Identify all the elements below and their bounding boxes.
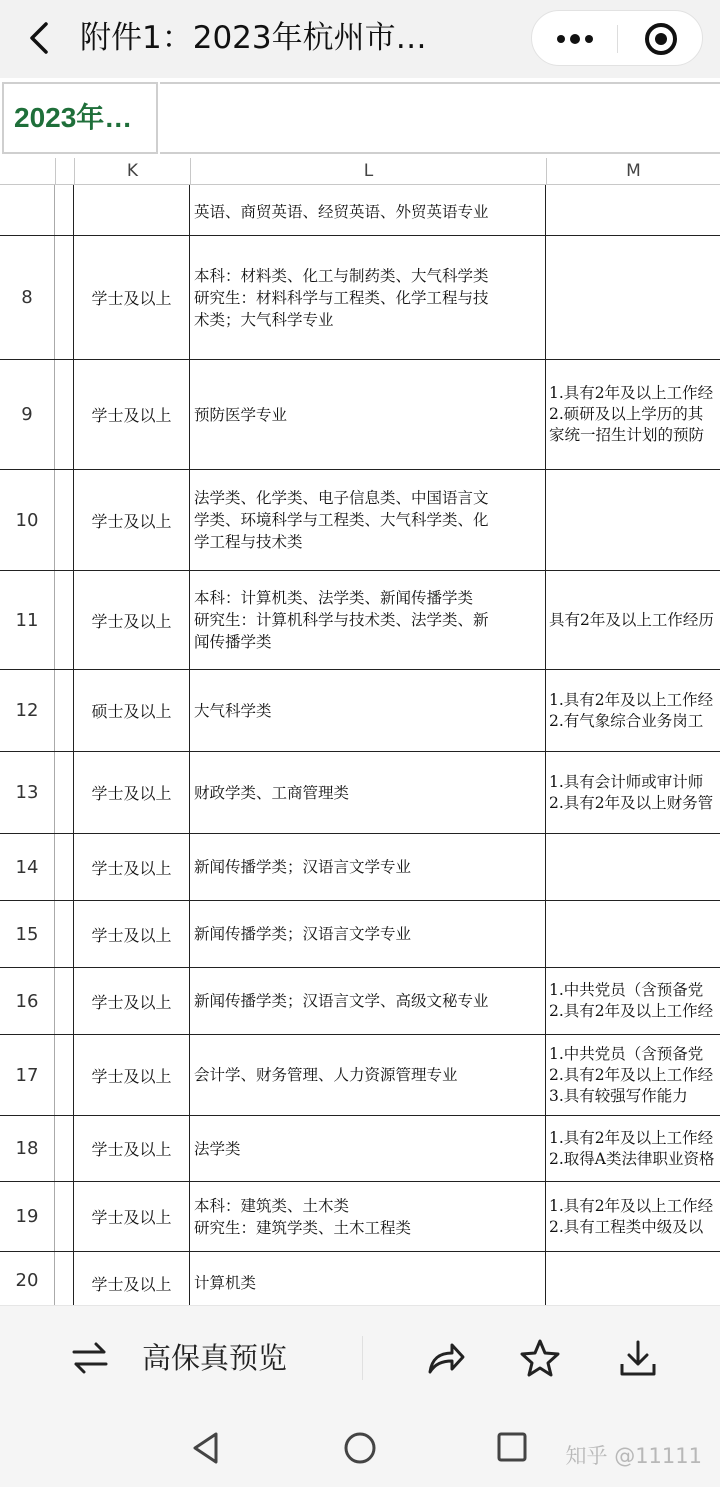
square-recents-icon <box>496 1431 528 1463</box>
spreadsheet-grid[interactable] <box>0 184 720 1305</box>
column-header-j[interactable] <box>55 158 74 184</box>
row-number: 9 <box>0 360 55 469</box>
mini-program-capsule <box>531 10 703 66</box>
download-button[interactable] <box>618 1338 658 1382</box>
cell-requirement[interactable] <box>546 834 720 900</box>
table-row <box>0 184 720 236</box>
cell-j[interactable] <box>55 360 74 469</box>
sheet-tab[interactable]: 2023年… <box>2 82 158 154</box>
bottom-toolbar <box>0 1305 720 1410</box>
row-number: 10 <box>0 470 55 570</box>
cell-degree[interactable]: 学士及以上 <box>74 1116 190 1181</box>
cell-requirement[interactable]: 1.具有会计师或审计师 2.具有2年及以上财务管 <box>549 772 714 812</box>
cell-degree[interactable]: 学士及以上 <box>74 470 190 570</box>
favorite-button[interactable] <box>520 1338 560 1382</box>
toolbar-divider <box>362 1336 363 1380</box>
cell-degree[interactable]: 学士及以上 <box>74 834 190 900</box>
cell-degree[interactable]: 硕士及以上 <box>74 670 190 751</box>
cell-requirement[interactable]: 1.中共党员（含预备党 2.具有2年及以上工作经 3.具有较强写作能力 <box>549 1044 714 1105</box>
cell-requirement[interactable]: 1.具有2年及以上工作经 2.硕研及以上学历的其 家统一招生计划的预防 <box>549 384 714 444</box>
table-row <box>0 901 720 968</box>
cell-major[interactable]: 财政学类、工商管理类 <box>190 752 546 833</box>
row-number: 19 <box>0 1182 55 1251</box>
cell-j[interactable] <box>55 834 74 900</box>
cell-requirement[interactable]: 具有2年及以上工作经历 <box>549 610 714 629</box>
nav-home-button[interactable] <box>343 1431 377 1469</box>
table-row <box>0 752 720 834</box>
row-number: 15 <box>0 901 55 967</box>
row-number: 12 <box>0 670 55 751</box>
circle-home-icon <box>343 1431 377 1465</box>
table-row <box>0 968 720 1035</box>
cell-j[interactable] <box>55 1252 74 1305</box>
cell-j[interactable] <box>55 901 74 967</box>
cell-degree[interactable]: 学士及以上 <box>74 360 190 469</box>
row-number: 20 <box>0 1252 55 1305</box>
cell-requirement[interactable] <box>546 1252 720 1305</box>
cell-j[interactable] <box>55 1116 74 1181</box>
cell-j[interactable] <box>55 1035 74 1115</box>
cell-major[interactable]: 大气科学类 <box>190 670 546 751</box>
share-icon <box>426 1338 466 1378</box>
more-button[interactable] <box>532 11 617 67</box>
cell-j[interactable] <box>55 236 74 359</box>
target-circle-icon <box>643 21 679 57</box>
row-number: 16 <box>0 968 55 1034</box>
title-bar <box>0 0 720 78</box>
cell-major[interactable]: 预防医学专业 <box>190 360 546 469</box>
cell-degree[interactable] <box>74 184 190 235</box>
column-header <box>0 158 720 185</box>
cell-degree[interactable]: 学士及以上 <box>74 1035 190 1115</box>
cell-degree[interactable]: 学士及以上 <box>74 1182 190 1251</box>
row-number: 11 <box>0 571 55 669</box>
cell-major[interactable]: 新闻传播学类；汉语言文学、高级文秘专业 <box>190 968 546 1034</box>
table-row <box>0 1182 720 1252</box>
download-icon <box>618 1338 658 1378</box>
cell-requirement[interactable]: 1.中共党员（含预备党 2.具有2年及以上工作经 <box>549 981 714 1020</box>
nav-recents-button[interactable] <box>496 1431 528 1467</box>
triangle-back-icon <box>190 1431 222 1465</box>
cell-requirement[interactable] <box>546 184 720 235</box>
column-header-k[interactable]: K <box>74 158 190 184</box>
cell-j[interactable] <box>55 670 74 751</box>
cell-major[interactable]: 英语、商贸英语、经贸英语、外贸英语专业 <box>190 184 546 235</box>
cell-degree[interactable]: 学士及以上 <box>74 968 190 1034</box>
row-number: 13 <box>0 752 55 833</box>
star-icon <box>520 1338 560 1378</box>
cell-degree[interactable]: 学士及以上 <box>74 236 190 359</box>
share-button[interactable] <box>426 1338 466 1382</box>
row-number: 8 <box>0 236 55 359</box>
cell-major[interactable]: 法学类、化学类、电子信息类、中国语言文 学类、环境科学与工程类、大气科学类、化 学工程与技术类 <box>190 470 546 570</box>
table-row <box>0 470 720 571</box>
cell-major[interactable]: 本科：建筑类、土木类 研究生：建筑学类、土木工程类 <box>190 1182 546 1251</box>
cell-requirement[interactable] <box>546 470 720 570</box>
table-row <box>0 360 720 470</box>
formula-bar[interactable] <box>160 82 720 154</box>
table-row <box>0 670 720 752</box>
chevron-left-icon <box>22 18 58 58</box>
row-number <box>0 184 55 235</box>
hifi-preview-button[interactable]: 高保真预览 <box>142 1341 288 1375</box>
cell-j[interactable] <box>55 1182 74 1251</box>
more-dots-icon <box>555 33 595 45</box>
row-number: 14 <box>0 834 55 900</box>
cell-requirement[interactable]: 1.具有2年及以上工作经 2.具有工程类中级及以 <box>549 1196 714 1236</box>
swap-arrows-icon <box>70 1340 110 1376</box>
document-title: 附件1：2023年杭州市… <box>80 20 427 56</box>
cell-degree[interactable]: 学士及以上 <box>74 1252 190 1305</box>
cell-degree[interactable]: 学士及以上 <box>74 752 190 833</box>
table-row <box>0 1116 720 1182</box>
cell-degree[interactable]: 学士及以上 <box>74 901 190 967</box>
cell-j[interactable] <box>55 184 74 235</box>
cell-major[interactable]: 法学类 <box>190 1116 546 1181</box>
watermark: 知乎 @11111 <box>565 1444 702 1468</box>
column-header-m[interactable]: M <box>546 158 720 184</box>
column-header-l[interactable]: L <box>190 158 546 184</box>
table-row <box>0 236 720 360</box>
cell-requirement[interactable]: 1.具有2年及以上工作经 2.取得A类法律职业资格 <box>549 1128 715 1168</box>
close-button[interactable] <box>618 11 703 67</box>
table-row <box>0 1035 720 1116</box>
back-button[interactable] <box>22 18 58 58</box>
switch-view-button[interactable] <box>70 1340 110 1380</box>
cell-requirement[interactable] <box>546 901 720 967</box>
cell-major[interactable]: 本科：材料类、化工与制药类、大气科学类 研究生：材料科学与工程类、化学工程与技 术类；大气科学专业 <box>190 236 546 359</box>
cell-major[interactable]: 新闻传播学类；汉语言文学专业 <box>190 901 546 967</box>
cell-major[interactable]: 会计学、财务管理、人力资源管理专业 <box>190 1035 546 1115</box>
cell-j[interactable] <box>55 571 74 669</box>
cell-major[interactable]: 新闻传播学类；汉语言文学专业 <box>190 834 546 900</box>
table-row <box>0 834 720 901</box>
cell-degree[interactable]: 学士及以上 <box>74 571 190 669</box>
sheet-header <box>0 78 720 160</box>
table-row <box>0 1252 720 1305</box>
cell-requirement[interactable]: 1.具有2年及以上工作经 2.有气象综合业务岗工 <box>549 690 714 730</box>
row-number: 18 <box>0 1116 55 1181</box>
cell-major[interactable]: 计算机类 <box>190 1252 546 1305</box>
cell-major[interactable]: 本科：计算机类、法学类、新闻传播学类 研究生：计算机科学与技术类、法学类、新 闻传播学类 <box>190 571 546 669</box>
cell-j[interactable] <box>55 752 74 833</box>
cell-j[interactable] <box>55 470 74 570</box>
table-row <box>0 571 720 670</box>
cell-requirement[interactable] <box>546 236 720 359</box>
cell-j[interactable] <box>55 968 74 1034</box>
nav-back-button[interactable] <box>190 1431 222 1469</box>
row-number: 17 <box>0 1035 55 1115</box>
